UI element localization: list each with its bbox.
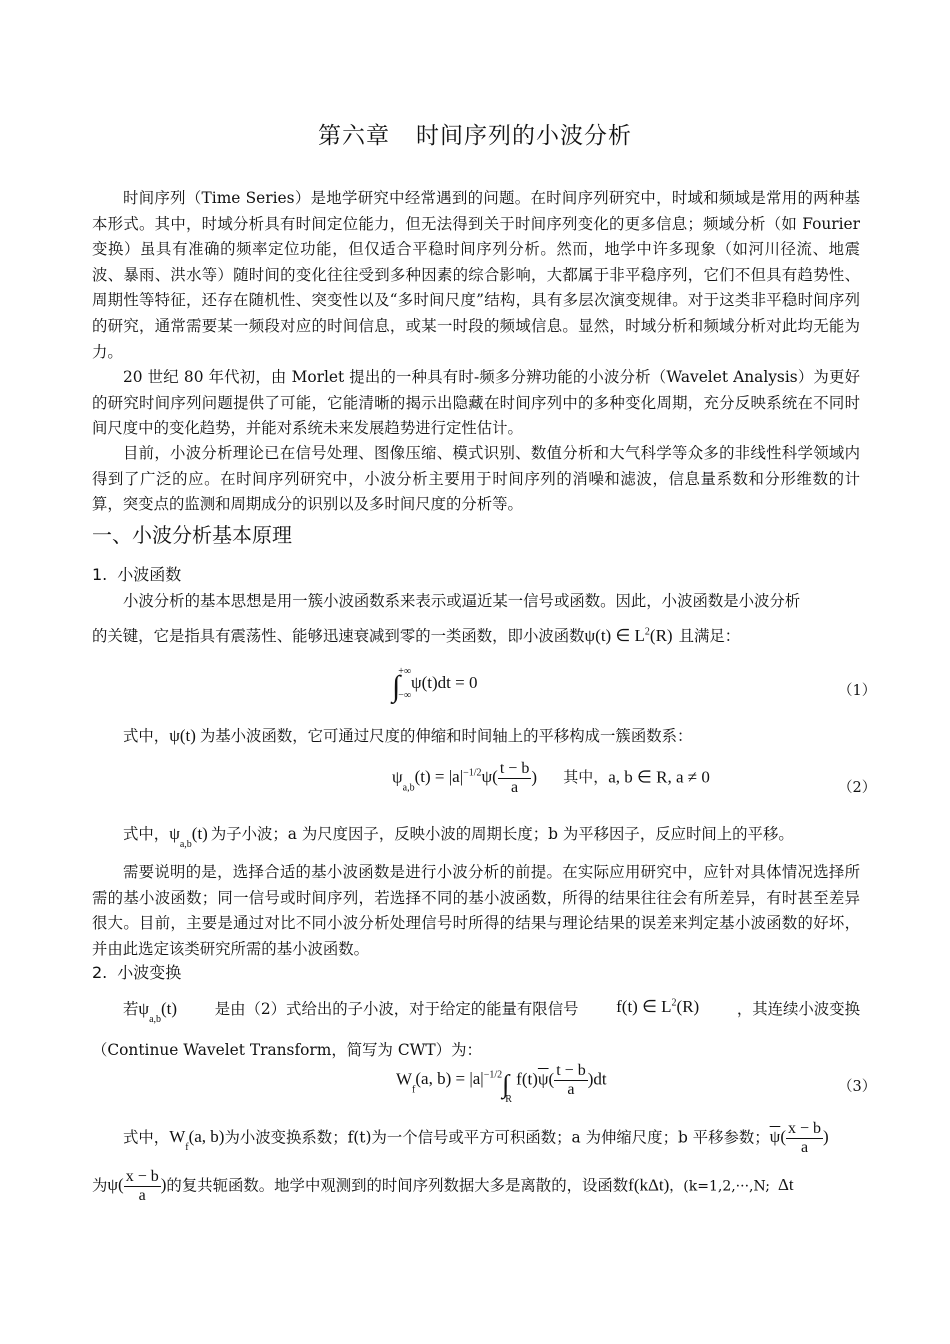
- text-fragment: 式中，: [123, 1128, 170, 1147]
- base-wavelet-line: [123, 724, 692, 746]
- subsection-heading-1: [92, 562, 181, 585]
- section-heading-1: 一、小波分析基本原理: [92, 523, 292, 547]
- text-fragment: 是由（2）式给出的子小波，对于给定的能量有限信号: [214, 1000, 579, 1018]
- formula-psi-ab: $\psi_{a,b}(t)$: [138, 999, 178, 1025]
- text-fragment: 为基小波函数，它可通过尺度的伸缩和时间轴上的平移构成一簇函数系：: [199, 727, 693, 745]
- formula-f-in-L2: f(t) ∈ $L^2(R)$: [616, 997, 700, 1016]
- text-fragment: 的复共轭函数。地学中观测到的时间序列数据大多是离散的，设函数: [166, 1176, 629, 1195]
- text-fragment: 且满足：: [678, 627, 741, 645]
- equation-2: $\psi_{a,b}(t) = |a|^{-1/2}\psi$( $\frac{t - b}{a}$ ) 其中，a, b ∈ R, a ≠ 0: [392, 760, 710, 796]
- equation-1-number: （1）: [838, 683, 877, 699]
- text-fragment: 的关键，它是指具有震荡性、能够迅速衰减到零的一类函数，即小波函数: [92, 627, 585, 645]
- text-fragment: 为: [92, 1176, 108, 1195]
- text-fragment: 为小波变换系数；f(t)为一个信号或平方可积函数；a 为伸缩尺度；b 平移参数；: [224, 1128, 770, 1147]
- subsection-title: 小波函数: [117, 565, 182, 584]
- wavelet-definition-line-2: [92, 624, 740, 646]
- text-fragment: 若: [123, 1000, 139, 1018]
- subsection-title: 小波变换: [117, 963, 182, 982]
- formula-psi-x: ψ( $\frac{x - b}{a}$ ): [107, 1168, 167, 1204]
- formula-delta-t: Δt: [777, 1175, 794, 1195]
- subsection-number: 2.: [92, 963, 108, 982]
- formula-psi: ψ(t): [169, 726, 196, 745]
- text-fragment: 式中，: [123, 727, 170, 745]
- formula-psi-conj: $\overline{\psi}$( $\frac{x - b}{a}$ ): [769, 1120, 829, 1156]
- formula-f-kdt: f(kΔt): [628, 1175, 670, 1195]
- text-fragment: ，其连续小波变换: [736, 1000, 860, 1018]
- text-fragment: ，(k=1,2,···,N;: [669, 1178, 770, 1195]
- chapter-title-text: 时间序列的小波分析: [416, 123, 632, 149]
- intro-paragraph-2: 20 世纪 80 年代初，由 Morlet 提出的一种具有时-频多分辨功能的小波分析（Wavelet Analysis）为更好的研究时间序列问题提供了可能，它能清晰的揭示出隐藏在时间序列中的多种变化周期，充分反映系统在不同时间尺度中的变化趋势，并能对系统未来发展趋势进行定性估计。: [92, 368, 860, 438]
- formula-psi-in-L2: ψ(t) ∈ $L^2(R)$: [584, 626, 673, 645]
- child-wavelet-line: [123, 822, 794, 850]
- selection-paragraph: 需要说明的是，选择合适的基小波函数是进行小波分析的前提。在实际应用研究中，应针对具体情况选择所需的基小波函数；同一信号或时间序列，若选择不同的基小波函数，所得的结果往往会有所差异，有时甚至差异很大。目前，主要是通过对比不同小波分析处理信号时所得的结果与理论结果的误差来判定基小波函数的好坏，并由此选定该类研究所需的基小波函数。: [92, 863, 860, 958]
- coefficient-line: [123, 1120, 829, 1157]
- equation-3: $W_f(a$, $b) = |a|^{-1/2}\int_R$ $f(t)\overline{\psi}$( $\frac{t - b}{a}$ )dt: [396, 1062, 607, 1106]
- intro-paragraph-3: 目前，小波分析理论已在信号处理、图像压缩、模式识别、数值分析和大气科学等众多的非线性科学领域内得到了广泛的应。在时间序列研究中，小波分析主要用于时间序列的消噪和滤波，信息量系数和分形维数的计算，突变点的监测和周期成分的识别以及多时间尺度的分析等。: [92, 444, 860, 514]
- conjugate-line: [92, 1168, 794, 1205]
- chapter-title: [0, 117, 950, 150]
- equation-2-number: （2）: [838, 780, 877, 796]
- cwt-line-1: [123, 997, 860, 1025]
- cwt-line-2: （Continue Wavelet Transform，简写为 CWT）为：: [92, 1041, 482, 1059]
- subsection-number: 1.: [92, 565, 108, 584]
- equation-1: ∫ +∞ −∞ ψ(t)dt = 0: [392, 666, 478, 703]
- subsection-heading-2: [92, 960, 181, 983]
- text-fragment: 式中，: [123, 825, 170, 843]
- where-label: 其中，: [563, 768, 609, 787]
- text-fragment: 为子小波；a 为尺度因子，反映小波的周期长度；b 为平移因子，反应时间上的平移。: [210, 825, 794, 843]
- formula-wf: $W_f(a$, b): [169, 1127, 225, 1154]
- equation-3-number: （3）: [838, 1079, 877, 1095]
- wavelet-definition-line-1: 小波分析的基本思想是用一簇小波函数系来表示或逼近某一信号或函数。因此，小波函数是小波分析: [123, 592, 801, 610]
- intro-paragraph-1: 时间序列（Time Series）是地学研究中经常遇到的问题。在时间序列研究中，时域和频域是常用的两种基本形式。其中，时域分析具有时间定位能力，但无法得到关于时间序列变化的更多信息；频域分析（如 Fourier 变换）虽具有准确的频率定位功能，但仅适合平稳时间序列分析。然而，地学中许多现象（如河川径流、地震波、暴雨、洪水等）随时间的变化往往受到多种因素的综合影响，大都属于非平稳序列，它们不但具有趋势性、周期性等特征，还存在随机性、突变性以及“多时间尺度”结构，具有多层次演变规律。对于这类非平稳时间序列的研究，通常需要某一频段对应的时间信息，或某一时段的频域信息。显然，时域分析和频域分析对此均无能为力。: [92, 189, 860, 361]
- chapter-label: 第六章: [318, 123, 390, 149]
- formula-psi-ab: $\psi_{a,b}(t)$: [169, 824, 208, 850]
